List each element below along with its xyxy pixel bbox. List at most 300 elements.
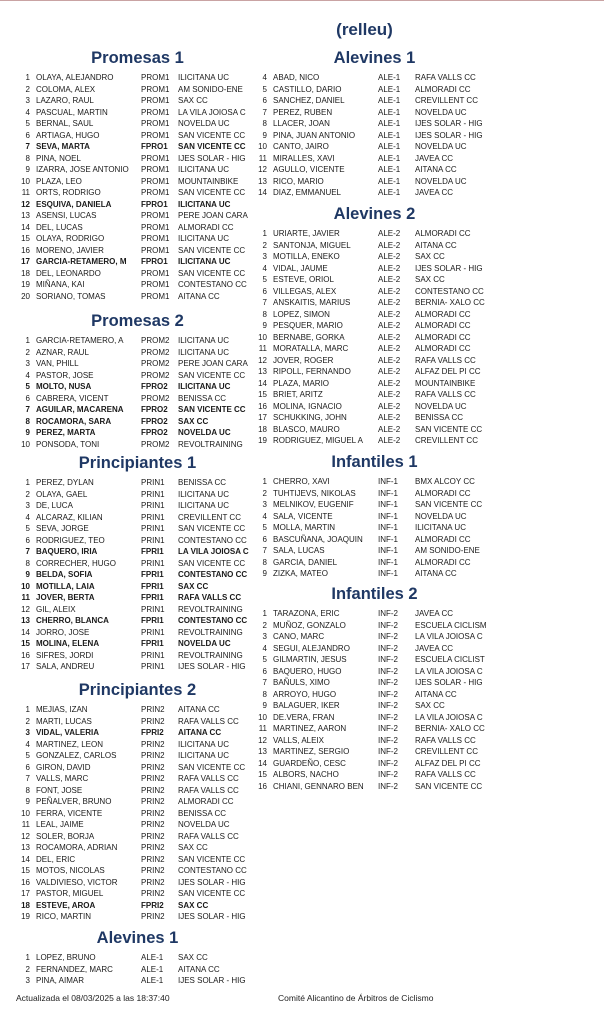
rider-pos: 16 [21, 650, 30, 660]
result-row [257, 620, 492, 632]
result-row [257, 534, 492, 546]
rider-pos: 5 [25, 524, 30, 533]
rider-club: SAX CC [178, 581, 209, 591]
rider-pos: 8 [262, 309, 267, 319]
result-row [20, 393, 255, 405]
rider-club: IJES SOLAR - HIG [178, 877, 246, 887]
rider-club: JAVEA CC [415, 609, 454, 618]
rider-name: SIFRES, JORDI [36, 650, 94, 660]
rider-club: IJES SOLAR - HIG [178, 912, 246, 921]
result-row [257, 735, 492, 747]
result-row [20, 739, 255, 751]
rider-name: GIRON, DAVID [36, 762, 91, 772]
result-row [20, 808, 255, 820]
result-row [257, 72, 492, 84]
rider-pos: 11 [258, 153, 267, 163]
result-row [257, 643, 492, 655]
rider-pos: 15 [21, 866, 30, 875]
result-row [20, 335, 255, 347]
rider-name: PASTOR, MIGUEL [36, 889, 104, 898]
rider-pos: 7 [262, 107, 267, 117]
rider-cat: PRIN1 [141, 627, 165, 637]
rider-pos: 6 [262, 286, 267, 296]
rider-club: SAX CC [178, 900, 209, 910]
rider-cat: ALE-2 [378, 275, 401, 284]
rider-name: TARAZONA, ERIC [273, 609, 340, 618]
rider-name: PEREZ, MARTA [36, 428, 96, 437]
rider-cat: PROM2 [141, 336, 170, 345]
rider-pos: 3 [25, 96, 30, 105]
section-title: Alevines 1 [333, 49, 416, 67]
rider-cat: FPRO2 [141, 416, 168, 426]
page-title: (relleu) [336, 20, 393, 39]
rider-club: SAN VICENTE CC [415, 781, 483, 791]
rider-name: GONZALEZ, CARLOS [36, 751, 117, 760]
result-row [20, 477, 255, 489]
result-row [20, 153, 255, 165]
rider-pos: 7 [262, 678, 267, 687]
result-row [257, 378, 492, 390]
result-row [257, 297, 492, 309]
result-row [20, 535, 255, 547]
section-title: Principiantes 1 [78, 454, 197, 472]
rider-club: BENISSA CC [178, 808, 227, 818]
rider-club: BENISSA CC [178, 393, 227, 403]
rider-name: MOLINA, IGNACIO [273, 401, 342, 411]
rider-pos: 8 [25, 785, 30, 795]
result-row [20, 199, 255, 211]
rider-club: CONTESTANO CC [178, 570, 248, 579]
result-row [257, 723, 492, 735]
rider-name: DEL, ERIC [36, 854, 76, 864]
result-row [20, 489, 255, 501]
rider-club: RAFA VALLS CC [178, 716, 239, 726]
result-row [20, 130, 255, 142]
rider-cat: ALE-2 [378, 378, 401, 388]
rider-name: BELDA, SOFIA [36, 570, 93, 579]
rider-cat: ALE-2 [378, 436, 401, 445]
rider-pos: 6 [262, 96, 267, 105]
rider-name: AGULLO, VICENTE [273, 165, 345, 174]
rider-club: ILICITANA UC [178, 489, 229, 499]
result-row [257, 107, 492, 119]
rider-cat: PRIN2 [141, 820, 165, 829]
rider-name: VALLS, ALEIX [273, 735, 324, 745]
rider-club: CONTESTANO CC [178, 280, 247, 289]
result-row [257, 511, 492, 523]
rider-pos: 18 [258, 424, 267, 434]
rider-club: SAX CC [178, 96, 208, 105]
rider-name: ROCAMORA, SARA [36, 416, 112, 426]
rider-name: ORTS, RODRIGO [36, 188, 101, 197]
result-row [257, 228, 492, 240]
rider-pos: 3 [25, 976, 30, 985]
rider-club: AITANA CC [415, 165, 457, 174]
rider-name: VALDIVIESO, VICTOR [36, 877, 118, 887]
rider-club: ILICITANA UC [178, 257, 231, 266]
result-row [257, 545, 492, 557]
result-row [257, 568, 492, 580]
rider-pos: 14 [258, 378, 267, 388]
result-row [257, 412, 492, 424]
rider-name: ALCARAZ, KILIAN [36, 512, 103, 522]
rider-cat: PROM2 [141, 393, 170, 403]
result-row [257, 666, 492, 678]
result-row [20, 796, 255, 808]
rider-name: TUHTIJEVS, NIKOLAS [273, 488, 356, 498]
result-row [257, 781, 492, 793]
rider-club: CREVILLENT CC [178, 512, 241, 522]
rider-name: PEREZ, RUBEN [273, 107, 333, 117]
rider-cat: ALE-2 [378, 309, 401, 319]
result-row [20, 750, 255, 762]
rider-cat: ALE-1 [378, 96, 401, 105]
rider-pos: 17 [258, 413, 267, 422]
rider-name: VALLS, MARC [36, 774, 89, 783]
result-row [257, 164, 492, 176]
rider-name: JOVER, BERTA [36, 593, 95, 602]
rider-cat: ALE-2 [378, 424, 401, 434]
rider-cat: INF-1 [378, 477, 398, 486]
rider-pos: 5 [25, 119, 30, 128]
rider-pos: 4 [262, 511, 267, 521]
section-title: Alevines 2 [333, 205, 416, 223]
rider-name: OLAYA, GAEL [36, 489, 88, 499]
rider-cat: ALE-2 [378, 344, 401, 353]
rider-cat: INF-2 [378, 747, 398, 756]
rider-name: SORIANO, TOMAS [36, 291, 106, 301]
rider-pos: 6 [25, 762, 30, 772]
rider-club: AITANA CC [415, 689, 457, 699]
result-row [20, 291, 255, 303]
result-row [20, 615, 255, 627]
rider-pos: 13 [21, 843, 30, 852]
rider-cat: PROM2 [141, 359, 170, 368]
result-row [257, 389, 492, 401]
rider-club: NOVELDA UC [415, 401, 467, 411]
rider-club: CONTESTANO CC [178, 535, 247, 545]
rider-club: NOVELDA UC [178, 119, 230, 128]
result-row [20, 888, 255, 900]
rider-name: BASCUÑANA, JOAQUIN [273, 534, 363, 544]
rider-pos: 11 [21, 593, 30, 602]
rider-cat: PRIN1 [141, 604, 165, 614]
rider-cat: PRIN2 [141, 889, 165, 898]
rider-pos: 11 [258, 724, 267, 733]
result-row [20, 558, 255, 570]
rider-club: RAFA VALLS CC [415, 735, 476, 745]
rider-pos: 11 [21, 188, 30, 197]
rider-club: SAN VICENTE CC [178, 889, 246, 898]
rider-pos: 7 [25, 774, 30, 783]
rider-cat: INF-1 [378, 569, 398, 578]
rider-club: RAFA VALLS CC [178, 774, 239, 783]
rider-cat: INF-2 [378, 770, 398, 779]
rider-cat: FPRO2 [141, 428, 168, 437]
rider-cat: ALE-1 [378, 176, 401, 186]
rider-pos: 12 [21, 604, 30, 614]
rider-club: AITANA CC [415, 240, 457, 250]
rider-pos: 10 [21, 808, 30, 818]
rider-pos: 6 [25, 393, 30, 403]
rider-cat: PRIN1 [141, 558, 165, 568]
rider-cat: ALE-1 [141, 964, 164, 974]
rider-cat: FPRO1 [141, 142, 168, 151]
rider-club: SAN VICENTE CC [178, 558, 246, 568]
rider-pos: 4 [262, 263, 267, 273]
rider-pos: 16 [258, 781, 267, 791]
rider-name: SALA, ANDREU [36, 662, 95, 671]
rider-club: BMX ALCOY CC [415, 477, 475, 486]
rider-pos: 3 [25, 359, 30, 368]
rider-name: PLAZA, LEO [36, 176, 82, 186]
rider-pos: 2 [262, 620, 267, 630]
rider-club: SAX CC [415, 275, 445, 284]
result-row [20, 773, 255, 785]
rider-pos: 12 [258, 355, 267, 365]
rider-club: IJES SOLAR - HIG [415, 678, 483, 687]
rider-club: RAFA VALLS CC [415, 770, 476, 779]
rider-pos: 9 [262, 569, 267, 578]
rider-pos: 5 [262, 84, 267, 94]
rider-name: MARTINEZ, LEON [36, 739, 103, 749]
rider-club: ILICITANA UC [178, 234, 229, 243]
rider-name: GILMARTIN, JESUS [273, 655, 347, 664]
rider-cat: ALE-2 [378, 390, 401, 399]
rider-club: ILICITANA UC [178, 73, 229, 82]
result-row [257, 712, 492, 724]
rider-name: CASTILLO, DARIO [273, 84, 342, 94]
rider-name: LOPEZ, BRUNO [36, 953, 96, 962]
result-row [20, 650, 255, 662]
rider-name: ZIZKA, MATEO [273, 569, 328, 578]
rider-club: SAN VICENTE CC [178, 130, 246, 140]
rider-pos: 1 [25, 73, 30, 82]
rider-club: JAVEA CC [415, 643, 454, 653]
rider-name: BERNAL, SAUL [36, 119, 94, 128]
section-title: Promesas 1 [91, 49, 184, 67]
section-alevines-1 [20, 928, 255, 987]
rider-club: AM SONIDO-ENE [415, 546, 480, 555]
rider-pos: 15 [258, 770, 267, 779]
rider-pos: 1 [262, 609, 267, 618]
rider-name: GARCIA, DANIEL [273, 557, 338, 567]
rider-pos: 14 [21, 222, 30, 232]
rider-pos: 12 [21, 831, 30, 841]
rider-name: BAQUERO, HUGO [273, 666, 342, 676]
rider-club: CONTESTANO CC [178, 616, 248, 625]
rider-club: AITANA CC [178, 964, 220, 974]
result-row [20, 95, 255, 107]
rider-pos: 2 [25, 489, 30, 499]
rider-pos: 4 [25, 512, 30, 522]
rider-cat: FPRI1 [141, 547, 164, 556]
rider-cat: PROM1 [141, 291, 170, 301]
rider-cat: INF-2 [378, 609, 398, 618]
result-row [257, 95, 492, 107]
rider-pos: 10 [258, 142, 267, 151]
rider-name: PINA, NOEL [36, 153, 81, 163]
rider-club: ILICITANA UC [178, 336, 229, 345]
rider-club: AITANA CC [178, 291, 220, 301]
result-row [20, 427, 255, 439]
rider-name: ASENSI, LUCAS [36, 211, 97, 220]
rider-cat: PRIN1 [141, 501, 165, 510]
rider-name: SANTONJA, MIGUEL [273, 240, 351, 250]
rider-name: OLAYA, ALEJANDRO [36, 73, 114, 82]
rider-club: BERNIA- XALO CC [415, 724, 485, 733]
rider-club: REVOLTRAINING [178, 604, 243, 614]
rider-name: MIÑANA, KAI [36, 280, 85, 289]
rider-cat: INF-2 [378, 643, 398, 653]
rider-pos: 6 [262, 666, 267, 676]
rider-name: MEJIAS, IZAN [36, 705, 88, 714]
rider-name: LOPEZ, SIMON [273, 309, 330, 319]
rider-pos: 18 [21, 268, 30, 278]
rider-club: SAN VICENTE CC [178, 142, 246, 151]
section-title: Promesas 2 [91, 312, 184, 330]
rider-pos: 8 [25, 558, 30, 568]
rider-club: IJES SOLAR - HIG [415, 130, 483, 140]
rider-name: MUÑOZ, GONZALO [273, 620, 346, 630]
rider-pos: 10 [21, 439, 30, 449]
result-row [20, 865, 255, 877]
rider-name: CHIANI, GENNARO BEN [273, 781, 364, 791]
rider-cat: FPRO2 [141, 382, 168, 391]
rider-pos: 3 [25, 501, 30, 510]
result-row [20, 638, 255, 650]
rider-name: LEAL, JAIME [36, 820, 84, 829]
section-alevines-2 [257, 204, 492, 447]
rider-cat: INF-2 [378, 678, 398, 687]
result-row [20, 854, 255, 866]
rider-pos: 1 [25, 478, 30, 487]
rider-cat: PROM1 [141, 165, 170, 174]
rider-name: BALAGUER, IKER [273, 701, 340, 710]
rider-cat: PROM1 [141, 188, 170, 197]
rider-name: SANCHEZ, DANIEL [273, 96, 345, 105]
rider-cat: PROM2 [141, 439, 170, 449]
rider-club: SAX CC [415, 701, 445, 710]
rider-pos: 5 [262, 275, 267, 284]
rider-club: SAN VICENTE CC [178, 524, 246, 533]
result-row [20, 727, 255, 739]
rider-club: SAX CC [178, 416, 209, 426]
rider-club: PERE JOAN CARA [178, 359, 248, 368]
rider-cat: FPRI2 [141, 728, 164, 737]
rider-cat: FPRI1 [141, 570, 164, 579]
rider-cat: PRIN1 [141, 650, 165, 660]
rider-cat: ALE-2 [378, 229, 401, 238]
result-row [257, 424, 492, 436]
rider-pos: 8 [262, 119, 267, 128]
result-row [257, 689, 492, 701]
rider-club: NOVELDA UC [415, 142, 467, 151]
result-row [20, 107, 255, 119]
result-row [20, 604, 255, 616]
rider-club: SAN VICENTE CC [178, 854, 246, 864]
rider-cat: PROM1 [141, 234, 170, 243]
result-row [257, 118, 492, 130]
rider-name: PEÑALVER, BRUNO [36, 797, 112, 806]
rider-club: BENISSA CC [178, 478, 227, 487]
rider-cat: INF-2 [378, 781, 398, 791]
rider-cat: PROM1 [141, 245, 170, 255]
rider-club: AITANA CC [178, 728, 222, 737]
result-row [20, 222, 255, 234]
rider-pos: 9 [262, 130, 267, 140]
rider-club: REVOLTRAINING [178, 627, 243, 637]
result-row [20, 279, 255, 291]
rider-pos: 2 [262, 488, 267, 498]
result-row [257, 130, 492, 142]
rider-club: CREVILLENT CC [415, 436, 478, 445]
rider-club: SAN VICENTE CC [178, 268, 246, 278]
rider-name: GIL, ALEIX [36, 604, 76, 614]
rider-pos: 14 [21, 627, 30, 637]
rider-pos: 11 [258, 344, 267, 353]
rider-club: IJES SOLAR - HIG [415, 263, 483, 273]
rider-club: ALMORADI CC [415, 332, 471, 342]
rider-pos: 14 [258, 188, 267, 197]
result-row [257, 309, 492, 321]
rider-cat: ALE-1 [378, 188, 401, 197]
rider-club: REVOLTRAINING [178, 439, 243, 449]
rider-pos: 4 [25, 370, 30, 380]
rider-club: SAN VICENTE CC [178, 405, 246, 414]
result-row [20, 164, 255, 176]
rider-club: ALMORADI CC [415, 229, 471, 238]
rider-cat: ALE-1 [378, 142, 401, 151]
rider-name: AGUILAR, MACARENA [36, 405, 124, 414]
rider-club: RAFA VALLS CC [178, 785, 239, 795]
rider-name: RIPOLL, FERNANDO [273, 367, 351, 376]
rider-pos: 15 [21, 639, 30, 648]
rider-name: PESQUER, MARIO [273, 321, 343, 330]
rider-pos: 19 [258, 436, 267, 445]
result-row [257, 758, 492, 770]
result-row [20, 84, 255, 96]
result-row [20, 210, 255, 222]
rider-cat: PRIN2 [141, 751, 165, 760]
rider-cat: PRIN2 [141, 762, 165, 772]
section-title: Principiantes 2 [78, 681, 197, 699]
rider-name: GUARDEÑO, CESC [273, 758, 346, 768]
rider-club: ALMORADI CC [415, 321, 471, 330]
result-row [20, 911, 255, 923]
result-row [20, 819, 255, 831]
rider-name: VAN, PHILL [36, 359, 79, 368]
result-row [20, 569, 255, 581]
rider-cat: PRIN2 [141, 808, 165, 818]
result-row [257, 631, 492, 643]
rider-club: SAN VICENTE CC [178, 370, 246, 380]
rider-cat: PRIN1 [141, 662, 165, 671]
rider-name: ANSKAITIS, MARIUS [273, 298, 351, 307]
rider-club: NOVELDA UC [178, 820, 230, 829]
rider-name: COLOMA, ALEX [36, 84, 96, 94]
rider-cat: FPRI2 [141, 900, 164, 910]
result-row [257, 366, 492, 378]
rider-name: ROCAMORA, ADRIAN [36, 843, 118, 852]
result-row [20, 842, 255, 854]
rider-pos: 18 [21, 900, 30, 910]
rider-pos: 2 [25, 716, 30, 726]
rider-club: ILICITANA UC [178, 739, 229, 749]
rider-club: SAN VICENTE CC [178, 245, 246, 255]
rider-club: CONTESTANO CC [415, 286, 484, 296]
rider-pos: 20 [21, 291, 30, 301]
